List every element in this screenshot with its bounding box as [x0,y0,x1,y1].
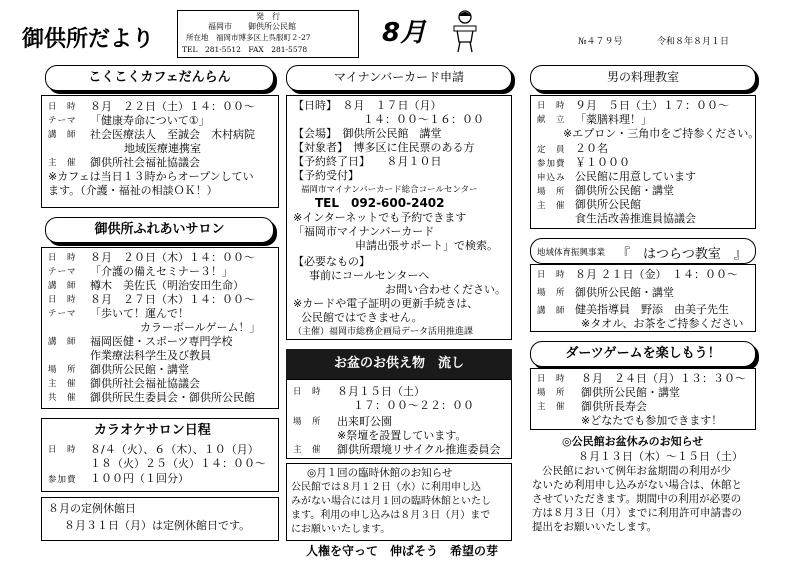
closed-box [41,497,279,541]
cafe-value: ８月 ２２日（土）１４：００～ [90,100,255,113]
obon-closed-line: 提出をお願いいたします。 [532,521,658,533]
mynumber-line: 【予約受付】 [293,169,359,182]
salon-label: テーマ [48,309,77,319]
taiiku-value: 健美指導員 野添 由美子先生 [575,303,729,316]
cooking-value: ９月 ５日（土）１７：００～ [575,99,729,112]
cafe-note: ※カフェは当日１３時からオープンしてい [48,170,254,183]
temp-closed-line: 公民館では８月１２日（水）に利用申し込 [291,482,481,493]
obon-value: 御供所環境リサイクル推進委員会 [337,443,501,456]
salon-value: 「介護の備えセミナー３！」 [90,265,233,278]
obon-closed-title: ◎公民館お盆休みのお知らせ [562,435,704,448]
taiiku-label: 場 所 [537,288,566,298]
salon-label: 主 催 [48,379,77,389]
cafe-label: 日 時 [48,102,77,112]
temp-closed-box [286,463,512,541]
karaoke-value: １００円（１回分） [90,472,189,485]
cooking-label: 主 催 [537,201,566,211]
mynumber-line: 福岡市マイナンバーカード総合コールセンター [301,185,478,195]
cooking-label: 日 時 [537,101,566,111]
salon-label: 日 時 [48,295,77,305]
mynumber-line: 公民館ではできません。 [301,311,423,324]
mynumber-line: １４：００～１６：００ [363,113,484,126]
salon-title: 御供所ふれあいサロン [45,217,274,243]
salon-value: 御供所公民館・講堂 [90,363,189,376]
salon-label: テーマ [48,267,77,277]
cooking-label: 定 員 [537,145,566,155]
mynumber-line: ※インターネットでも予約できます [293,211,467,224]
darts-value: ※どなたでも参加できます！ [581,414,723,427]
obon-label: 主 催 [293,445,322,455]
taiiku-value: 御供所公民館・講堂 [575,286,674,299]
cafe-value: 社会医療法人 至誠会 木村病院 [90,128,255,141]
salon-value: ８月 ２０日（木）１４：００～ [90,251,255,264]
cafe-note: ます。（介護・福祉の相談ＯＫ！） [48,184,218,197]
temp-closed-title: ◎月１回の臨時休館のお知らせ [307,467,453,479]
reading-figure-icon [448,8,482,54]
publisher-label: 発 行 [256,12,280,21]
mynumber-line: 【日時】 ８月 １７日（月） [293,99,442,112]
cooking-value: 公民館に用意しています [575,170,696,183]
newsletter-title: 御供所だより [22,26,155,52]
publisher-address: 所在地 福岡市博多区上呉服町２-27 [186,33,311,42]
obon-box [286,379,512,459]
taiiku-label: 日 時 [537,270,566,280]
cooking-label: 場 所 [537,187,566,197]
salon-value: カラーボールゲーム！」 [140,321,261,334]
issue-number: №４７９号 [578,37,623,47]
obon-label: 場 所 [293,417,322,427]
karaoke-title: カラオケサロン日程 [94,423,211,438]
cafe-label: 講 師 [48,130,77,140]
darts-label: 場 所 [537,388,566,398]
salon-value: 樽木 美佐氏（明治安田生命） [90,279,244,292]
taiiku-title-box [530,238,756,264]
karaoke-box [41,418,279,492]
cafe-value: 「健康寿命について①」 [90,114,210,127]
cooking-value: 食生活改善推進員協議会 [575,212,696,225]
salon-label: 共 催 [48,393,77,403]
salon-label: 場 所 [48,365,77,375]
taiiku-title: 『 はつらつ教室 』 [617,247,747,262]
cooking-title: 男の料理教室 [530,65,756,91]
salon-label: 講 師 [48,281,77,291]
closed-text: ８月３１日（月）は定例休館日です。 [64,519,251,532]
taiiku-box [530,264,756,332]
publisher-name: 福岡市 御供所公民館 [208,22,296,31]
salon-value: 御供所社会福祉協議会 [90,377,200,390]
karaoke-label: 日 時 [48,445,77,455]
mynumber-line: 「福岡市マイナンバーカード [293,225,435,238]
issue-month: 8月 [382,18,427,48]
obon-value: ※祭壇を設置しています。 [337,429,467,442]
cafe-box [41,95,279,208]
darts-label: 主 催 [537,402,566,412]
taiiku-value: ※タオル、お茶をご持参ください [581,317,744,330]
karaoke-label: 参加費 [48,475,77,485]
cooking-value: 「薬膳料理！」 [575,113,652,126]
cooking-box [530,95,760,229]
mynumber-line: 申請出張サポート」で検索。 [355,239,498,252]
salon-value: 福岡医健・スポーツ専門学校 [90,335,233,348]
publisher-contact: TEL 281-5512 FAX 281-5578 [182,45,308,54]
cooking-label: 申込み [537,173,566,183]
mynumber-line: お問い合わせください。 [385,283,506,296]
cooking-value: ２０名 [575,142,608,155]
obon-closed-box [530,433,756,541]
darts-box [530,368,756,430]
obon-closed-line: させていただきます。期間中の利用が必要の [532,493,742,505]
cafe-label: 主 催 [48,158,77,168]
obon-value: ８月１５日（土） [337,385,425,398]
mynumber-line: 【必要なもの】 [293,255,370,268]
obon-value: 出来町公園 [337,415,392,428]
darts-value: ８月 ２４日（月）１３：３０～ [581,372,746,385]
mynumber-line: 【会場】 御供所公民館 講堂 [293,127,442,140]
karaoke-value: ８/４（火）、６（木）、１０（月） [90,443,259,456]
cafe-value: 御供所社会福祉協議会 [90,156,200,169]
temp-closed-line: にお願いいたします。 [291,524,391,535]
darts-title: ダーツゲームを楽しもう！ [530,341,756,367]
obon-closed-line: 公民館において例年お盆期間の利用が少 [542,465,731,477]
salon-value: 「歩いて！運んで！ [90,307,189,320]
salon-label: 日 時 [48,253,77,263]
cooking-value: ￥１０００ [575,156,630,169]
taiiku-label: 講 師 [537,306,566,316]
mynumber-line: ※カードや電子証明の更新手続きは、 [293,297,479,310]
publisher-box [177,10,359,58]
cooking-value: ※エプロン・三角巾をご持参ください。 [563,127,760,140]
cooking-value: 御供所公民館 [575,198,641,211]
temp-closed-line: みがない場合には月１回の臨時休館といたし [291,496,491,507]
mynumber-box [286,95,512,340]
darts-label: 日 時 [537,374,566,384]
darts-value: 御供所長寿会 [581,400,647,413]
mynumber-line: 【予約終了日】 ８月１０日 [293,155,442,168]
salon-value: ８月 ２７日（木）１４：００～ [90,293,255,306]
obon-closed-date: ８月１３日（木）～１５日（土） [578,450,743,463]
mynumber-line: 事前にコールセンターへ [309,269,430,282]
temp-closed-line: ます。利用の申し込みは８月３日（月）まで [291,510,491,521]
salon-label: 講 師 [48,337,77,347]
salon-value: 作業療法科学生及び教員 [90,349,211,362]
salon-box [41,247,279,409]
obon-closed-line: 方は８月３日（月）までに利用許可申請書の [532,507,742,519]
mynumber-phone: TEL 092-600-2402 [315,196,445,210]
salon-value: 御供所民生委員会・御供所公民館 [90,391,255,404]
obon-title: お盆のお供え物 流し [286,349,512,379]
obon-value: １７：００～２２：００ [353,399,474,412]
taiiku-value: ８月 ２１日（金） １４：００～ [575,268,738,281]
darts-value: 御供所公民館・講堂 [581,386,680,399]
cafe-title: こくこくカフェだんらん [45,65,274,91]
motto: 人権を守って 伸ばそう 希望の芽 [306,544,499,558]
mynumber-line: （主催）福岡市総務企画局データ活用推進課 [293,327,474,337]
taiiku-prefix: 地域体育振興事業 [537,248,606,258]
obon-label: 日 時 [293,387,322,397]
mynumber-line: 【対象者】 博多区に住民票のある方 [293,141,475,154]
cooking-label: 参加費 [537,159,566,169]
karaoke-value: １８（火）２５（火）１４：００～ [90,457,266,470]
cafe-value: 地域医療連携室 [124,142,201,155]
cooking-label: 献 立 [537,115,566,125]
cooking-value: 御供所公民館・講堂 [575,184,674,197]
issue-date: 令和８年８月１日 [657,37,730,47]
obon-closed-line: ないため利用申し込みがない場合は、休館と [532,479,742,491]
closed-title: ８月の定例休館日 [48,502,136,515]
mynumber-title: マイナンバーカード申請 [286,65,512,91]
cafe-label: テーマ [48,116,77,126]
